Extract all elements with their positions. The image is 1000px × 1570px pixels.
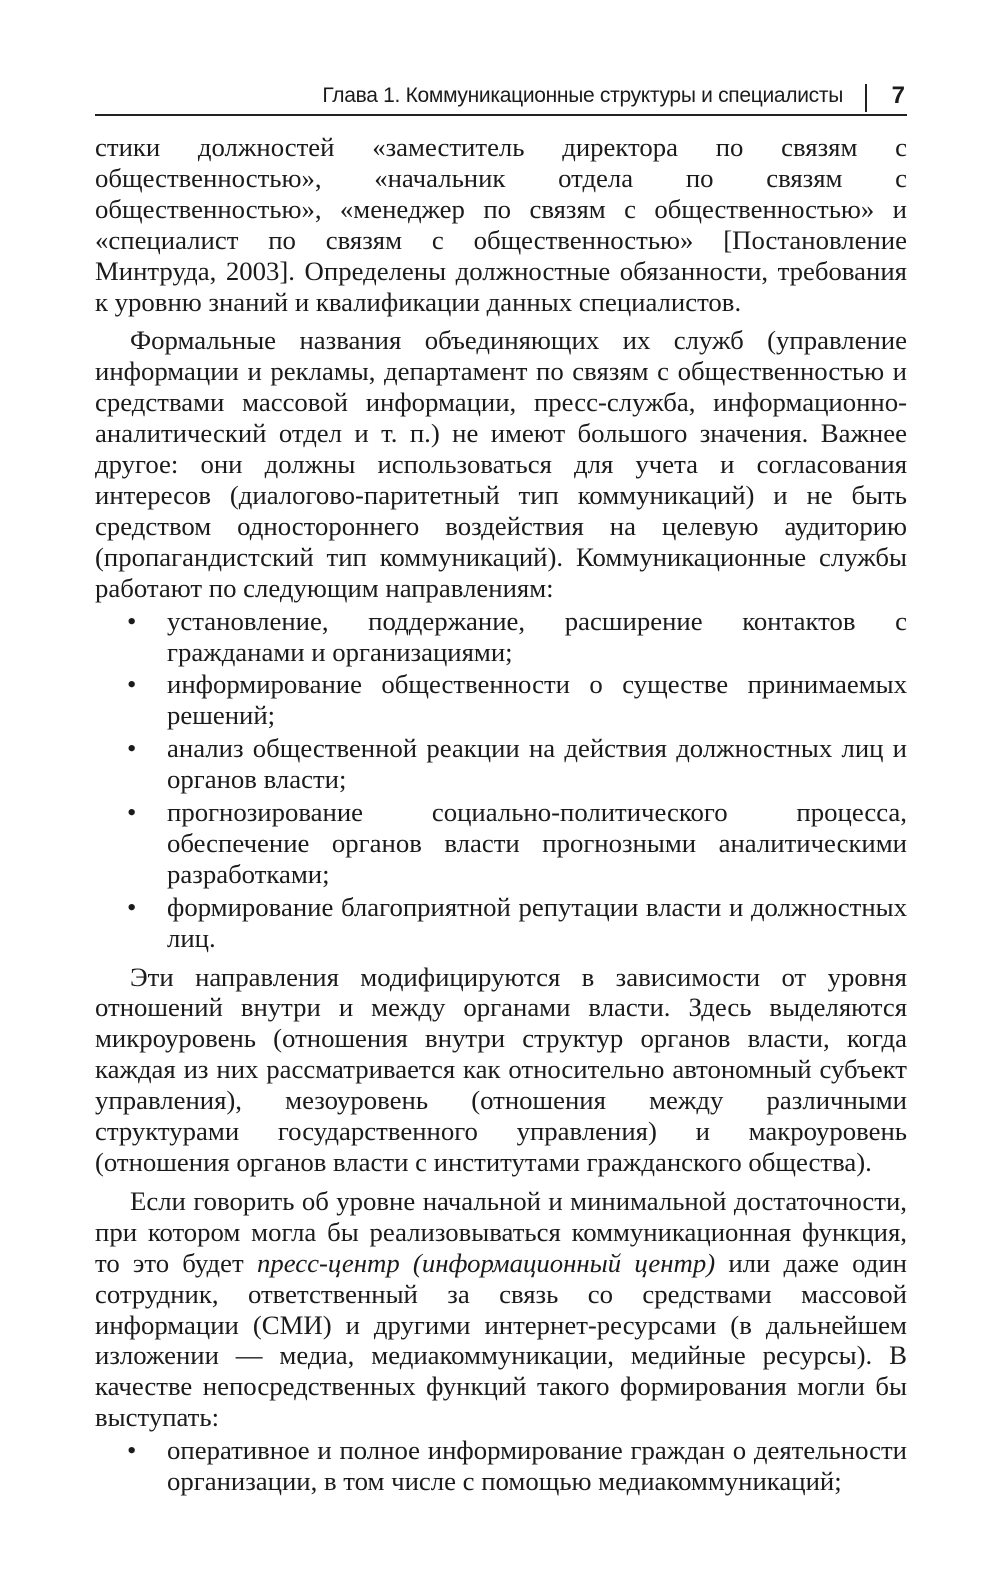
- list-item: • оперативное и полное информирование граждан о деятельности организации, в том числе с помощью медиакоммуникаций;: [167, 1435, 907, 1497]
- paragraph-4-end: или даже один сотрудник, ответственный за связь со средствами массовой информации (СМИ) и другими интернет-ресурсами (в дальнейшем изложении — медиа, медиакоммуникации, медийные ресурсы). В качестве непосредственных функций такого формирования могли бы выступать:: [95, 1247, 907, 1433]
- paragraph-4: [95, 1186, 907, 1433]
- list-item: • анализ общественной реакции на действия должностных лиц и органов власти;: [167, 733, 907, 795]
- chapter-title: Глава 1. Коммуникационные структуры и специалисты: [322, 84, 843, 107]
- paragraph-4-start: Если говорить об уровне начальной и минимальной достаточности, при котором могла бы реализовываться коммуникационная функция, то это будет: [95, 1185, 907, 1278]
- paragraph-1: стики должностей «заместитель директора по связям с общественностью», «начальник отдела по связям с общественностью», «менеджер по связям с общественностью» и «специалист по связям с общественностью» [Постановление Минтруда, 2003]. Определены должностные обязанности, требования к уровню знаний и квалификации данных специалистов.: [95, 132, 907, 317]
- list-item: • прогнозирование социально-политического процесса, обеспечение органов власти прогнозными аналитическими разработками;: [167, 797, 907, 890]
- list-item: • формирование благоприятной репутации власти и должностных лиц.: [167, 892, 907, 954]
- paragraph-4-emphasis: пресс-центр (информационный центр): [256, 1247, 716, 1278]
- paragraph-3: Эти направления модифицируются в зависимости от уровня отношений внутри и между органами власти. Здесь выделяются микроуровень (отношения внутри структур органов власти, когда каждая из них рассматривается как относительно автономный субъект управления), мезоуровень (отношения между различными структурами государственного управления) и макроуровень (отношения органов власти с институтами гражданского общества).: [95, 961, 907, 1177]
- body-text: [95, 132, 907, 1497]
- page-number: 7: [891, 82, 905, 109]
- book-page: [95, 78, 907, 1499]
- list-item: • установление, поддержание, расширение контактов с гражданами и организациями;: [167, 606, 907, 668]
- bullet-list-2: [95, 1435, 907, 1497]
- list-item: • информирование общественности о существе принимаемых решений;: [167, 669, 907, 731]
- header-separator: [865, 84, 867, 112]
- running-header: [95, 78, 907, 116]
- bullet-list-1: [95, 606, 907, 954]
- paragraph-2: Формальные названия объединяющих их служб (управление информации и рекламы, департамент по связям с общественностью и средствами массовой информации, пресс-служба, информационно-аналитический отдел и т. п.) не имеют большого значения. Важнее другое: они должны использоваться для учета и согласования интересов (диалогово-паритетный тип коммуникаций) и не быть средством одностороннего воздействия на целевую аудиторию (пропагандистский тип коммуникаций). Коммуникационные службы работают по следующим направлениям:: [95, 325, 907, 603]
